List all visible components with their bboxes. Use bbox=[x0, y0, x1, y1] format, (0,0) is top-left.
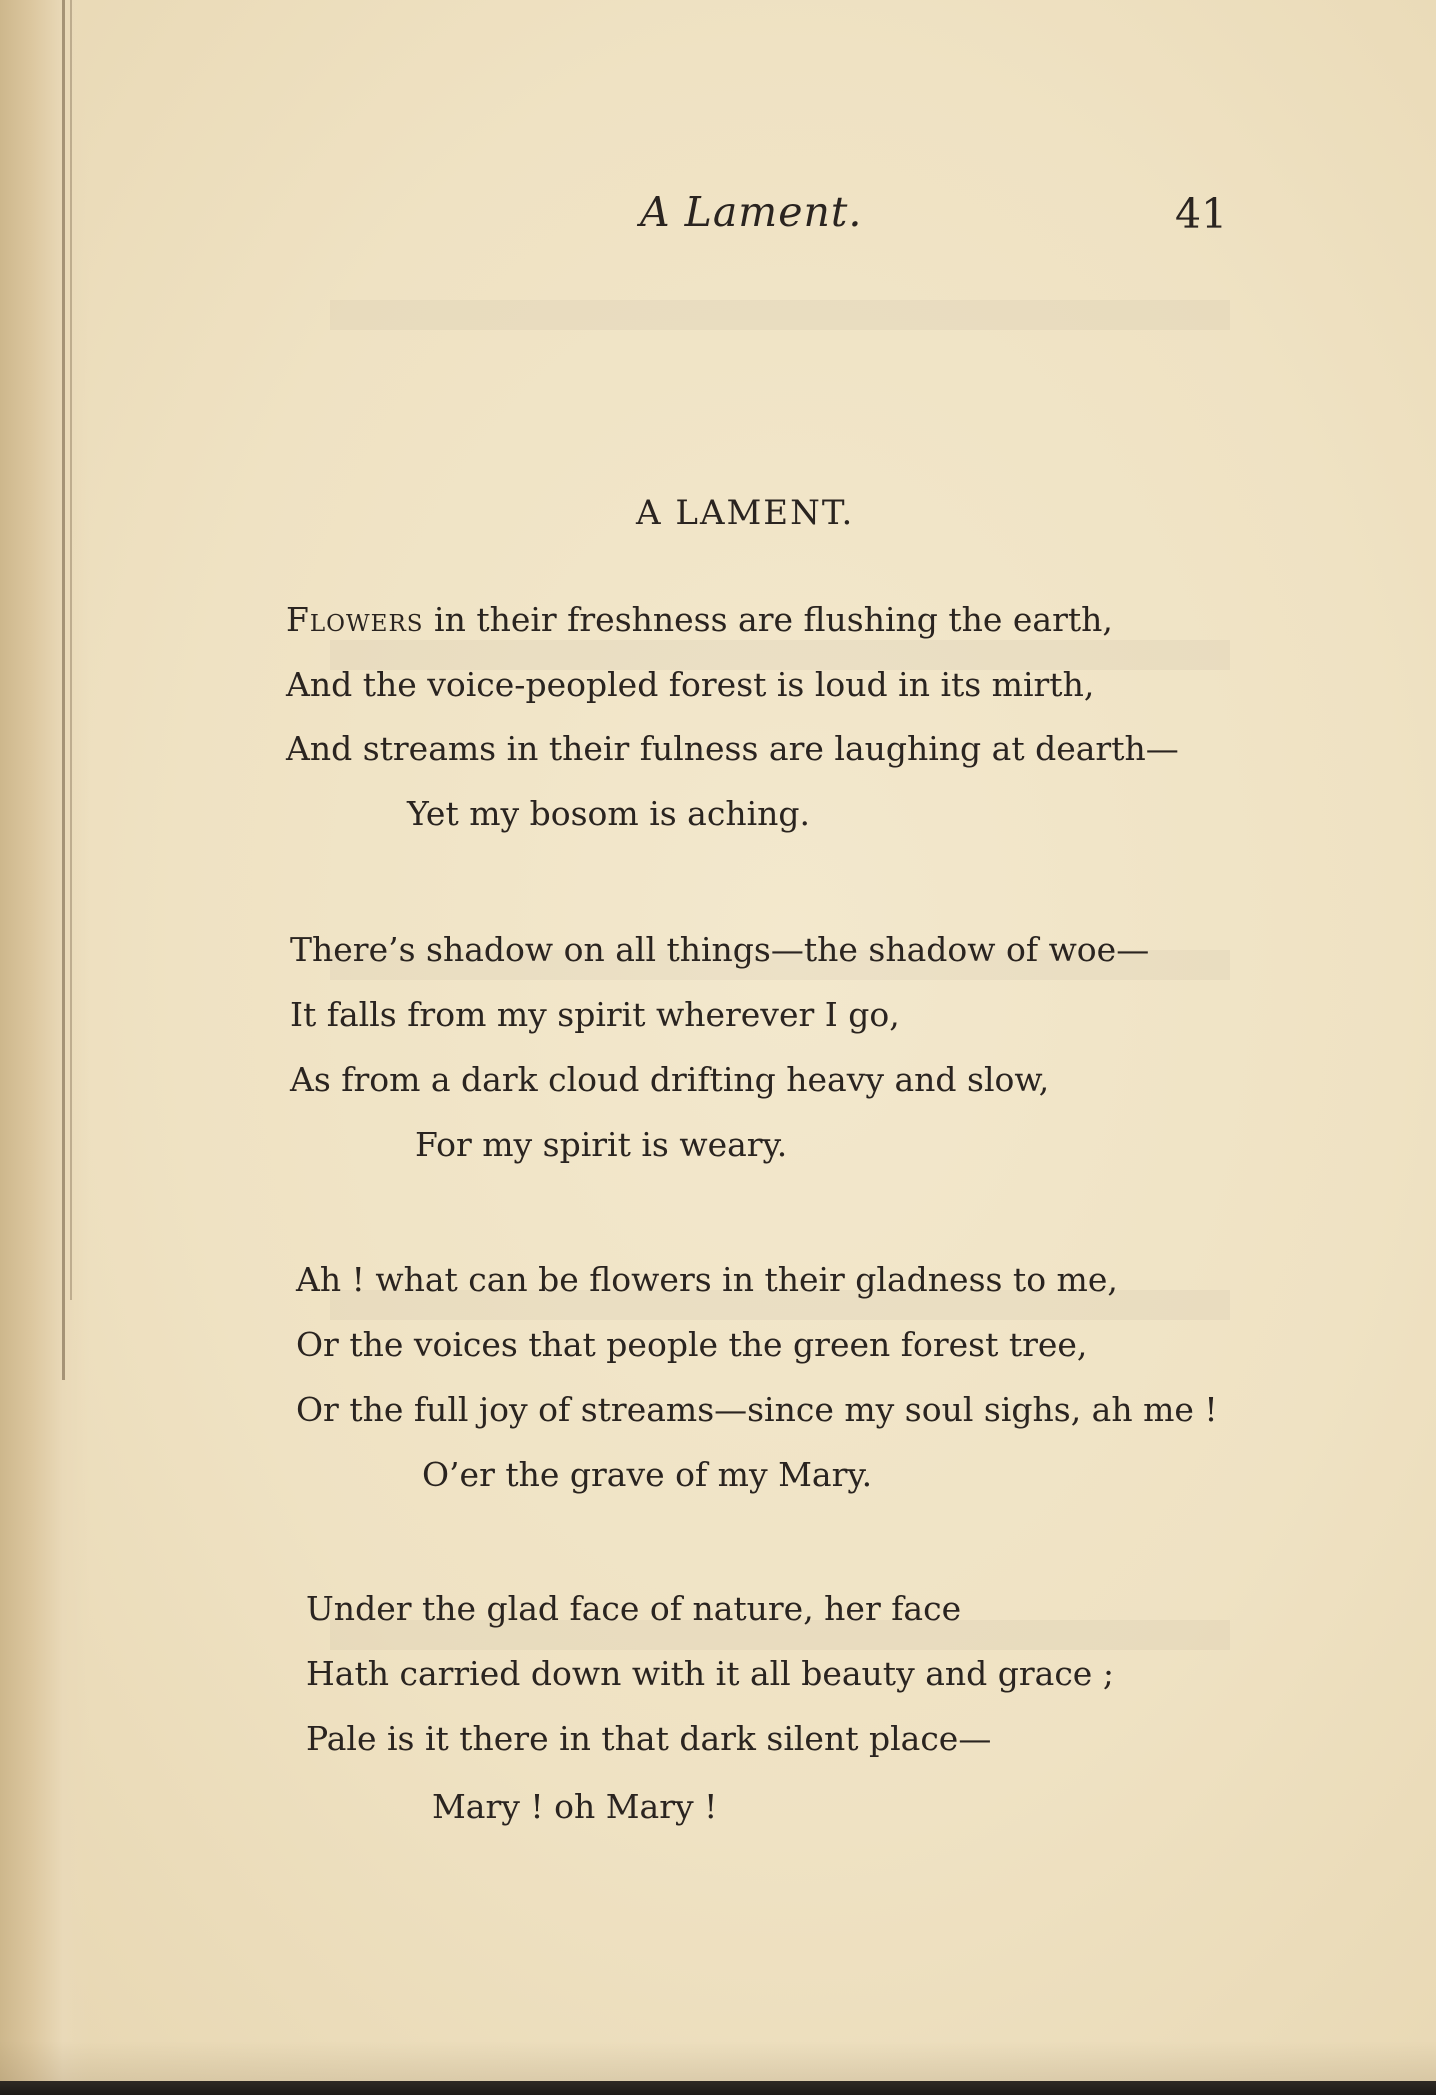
poem-line: For my spirit is weary. bbox=[415, 1125, 788, 1164]
running-head bbox=[0, 188, 1436, 238]
poem-line: Mary ! oh Mary ! bbox=[432, 1787, 718, 1826]
poem-line: Under the glad face of nature, her face bbox=[306, 1589, 962, 1628]
page-number: 41 bbox=[1175, 190, 1228, 238]
show-through-smudge bbox=[330, 300, 1230, 330]
poem-line: Ah ! what can be flowers in their gladness to me, bbox=[296, 1260, 1118, 1299]
poem-line: There’s shadow on all things—the shadow of woe— bbox=[290, 930, 1150, 969]
page-bottom-edge bbox=[0, 2081, 1436, 2095]
poem-title: A LAMENT. bbox=[636, 493, 855, 533]
poem-line bbox=[286, 600, 1113, 639]
poem-line: As from a dark cloud drifting heavy and slow, bbox=[290, 1060, 1050, 1099]
poem-line: Pale is it there in that dark silent place— bbox=[306, 1719, 992, 1758]
poem-line: Or the full joy of streams—since my soul sighs, ah me ! bbox=[296, 1390, 1218, 1429]
running-head-title: A Lament. bbox=[640, 188, 863, 236]
poem-line-lead: Flowers bbox=[286, 600, 424, 639]
page-bottom-shade bbox=[0, 2041, 1436, 2081]
poem-line-text: in their freshness are flushing the earth, bbox=[423, 600, 1113, 639]
poem-line: O’er the grave of my Mary. bbox=[422, 1455, 873, 1494]
poem-line: And streams in their fulness are laughing at dearth— bbox=[286, 729, 1179, 768]
poem-line: It falls from my spirit wherever I go, bbox=[290, 995, 900, 1034]
poem-line: Hath carried down with it all beauty and grace ; bbox=[306, 1654, 1114, 1693]
binding-gutter bbox=[0, 0, 90, 2095]
poem-line: And the voice-peopled forest is loud in its mirth, bbox=[286, 665, 1095, 704]
poem-line: Yet my bosom is aching. bbox=[407, 794, 811, 833]
poem-line: Or the voices that people the green forest tree, bbox=[296, 1325, 1088, 1364]
